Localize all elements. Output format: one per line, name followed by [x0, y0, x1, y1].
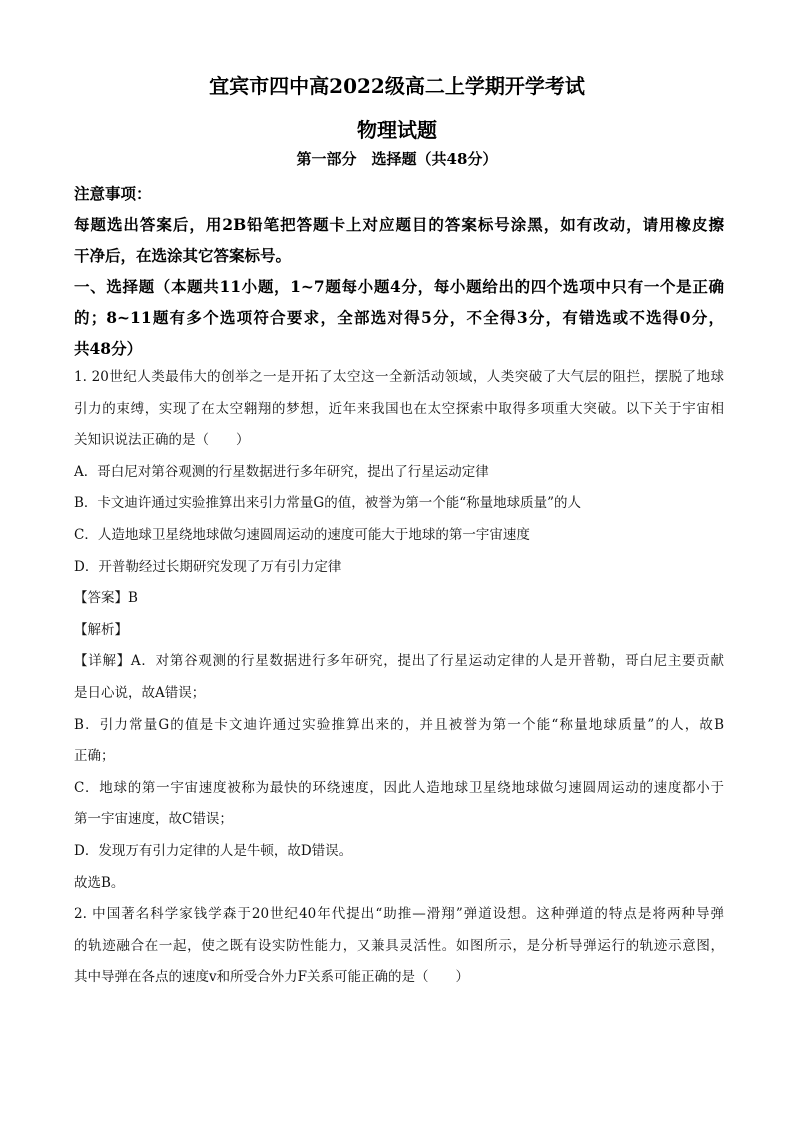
question-stem-line: 关知识说法正确的是（ ） — [74, 432, 250, 449]
explanation-line: 【详解】A．对第谷观测的行星数据进行多年研究，提出了行星运动定律的人是开普勒，哥白尼主要贡献 — [74, 653, 724, 670]
explanation-line: 正确； — [74, 748, 115, 765]
section-instruction-line: 的；8~11题有多个选项符合要求，全部选对得5分，不全得3分，有错选或不选得0分， — [74, 308, 724, 327]
section-instruction-line: 一、选择题（本题共11小题，1~7题每小题4分，每小题给出的四个选项中只有一个是正确 — [74, 277, 724, 296]
notice-line: 干净后，在选涂其它答案标号。 — [74, 246, 292, 265]
question-stem-line: 1. 20世纪人类最伟大的创举之一是开拓了太空这一全新活动领域，人类突破了大气层的阻拦，摆脱了地球 — [74, 369, 724, 385]
option-c: C．人造地球卫星绕地球做匀速圆周运动的速度可能大于地球的第一宇宙速度 — [74, 526, 530, 543]
notice-line: 每题选出答案后，用2B铅笔把答题卡上对应题目的答案标号涂黑，如有改动，请用橡皮擦 — [74, 215, 724, 234]
explanation-line: 是日心说，故A错误； — [74, 684, 206, 701]
explanation-line: D．发现万有引力定律的人是牛顿，故D错误。 — [74, 842, 353, 859]
question-stem-line: 的轨迹融合在一起，使之既有设实防性能力，又兼具灵活性。如图所示，是分析导弹运行的轨迹示意图， — [74, 937, 724, 954]
explanation-line: 第一宇宙速度，故C错误； — [74, 811, 233, 828]
explanation-line: B．引力常量G的值是卡文迪许通过实验推算出来的，并且被誉为第一个能“称量地球质量”的人，故B — [74, 716, 724, 733]
notice-heading: 注意事项： — [74, 184, 152, 203]
answer-line: 【答案】B — [74, 590, 138, 607]
school-title: 宜宾市四中高2022级高二上学期开学考试 — [209, 74, 585, 98]
analysis-label: 【解析】 — [74, 621, 128, 638]
explanation-line: C．地球的第一宇宙速度被称为最快的环绕速度，因此人造地球卫星绕地球做匀速圆周运动的速度都小于 — [74, 779, 724, 796]
question-stem-line: 2. 中国著名科学家钱学森于20世纪40年代提出“助推—滑翔”弹道设想。这种弹道的特点是将两种导弹 — [74, 906, 724, 922]
option-a: A．哥白尼对第谷观测的行星数据进行多年研究，提出了行星运动定律 — [74, 463, 489, 480]
question-stem-line: 其中导弹在各点的速度v和所受合外力F关系可能正确的是（ ） — [74, 969, 469, 986]
question-2 — [74, 899, 724, 994]
conclusion-line: 故选B。 — [74, 874, 125, 891]
question-1 — [74, 362, 724, 899]
option-d: D．开普勒经过长期研究发现了万有引力定律 — [74, 558, 342, 575]
part-title: 第一部分 选择题（共48分） — [296, 150, 498, 168]
subject-title: 物理试题 — [357, 118, 437, 142]
notice-block — [74, 178, 724, 364]
option-b: B．卡文迪许通过实验推算出来引力常量G的值，被誉为第一个能“称量地球质量”的人 — [74, 495, 582, 512]
question-stem-line: 引力的束缚，实现了在太空翱翔的梦想，近年来我国也在太空探索中取得多项重大突破。以下关于宇宙相 — [74, 400, 724, 417]
section-instruction-line: 共48分） — [74, 339, 143, 358]
